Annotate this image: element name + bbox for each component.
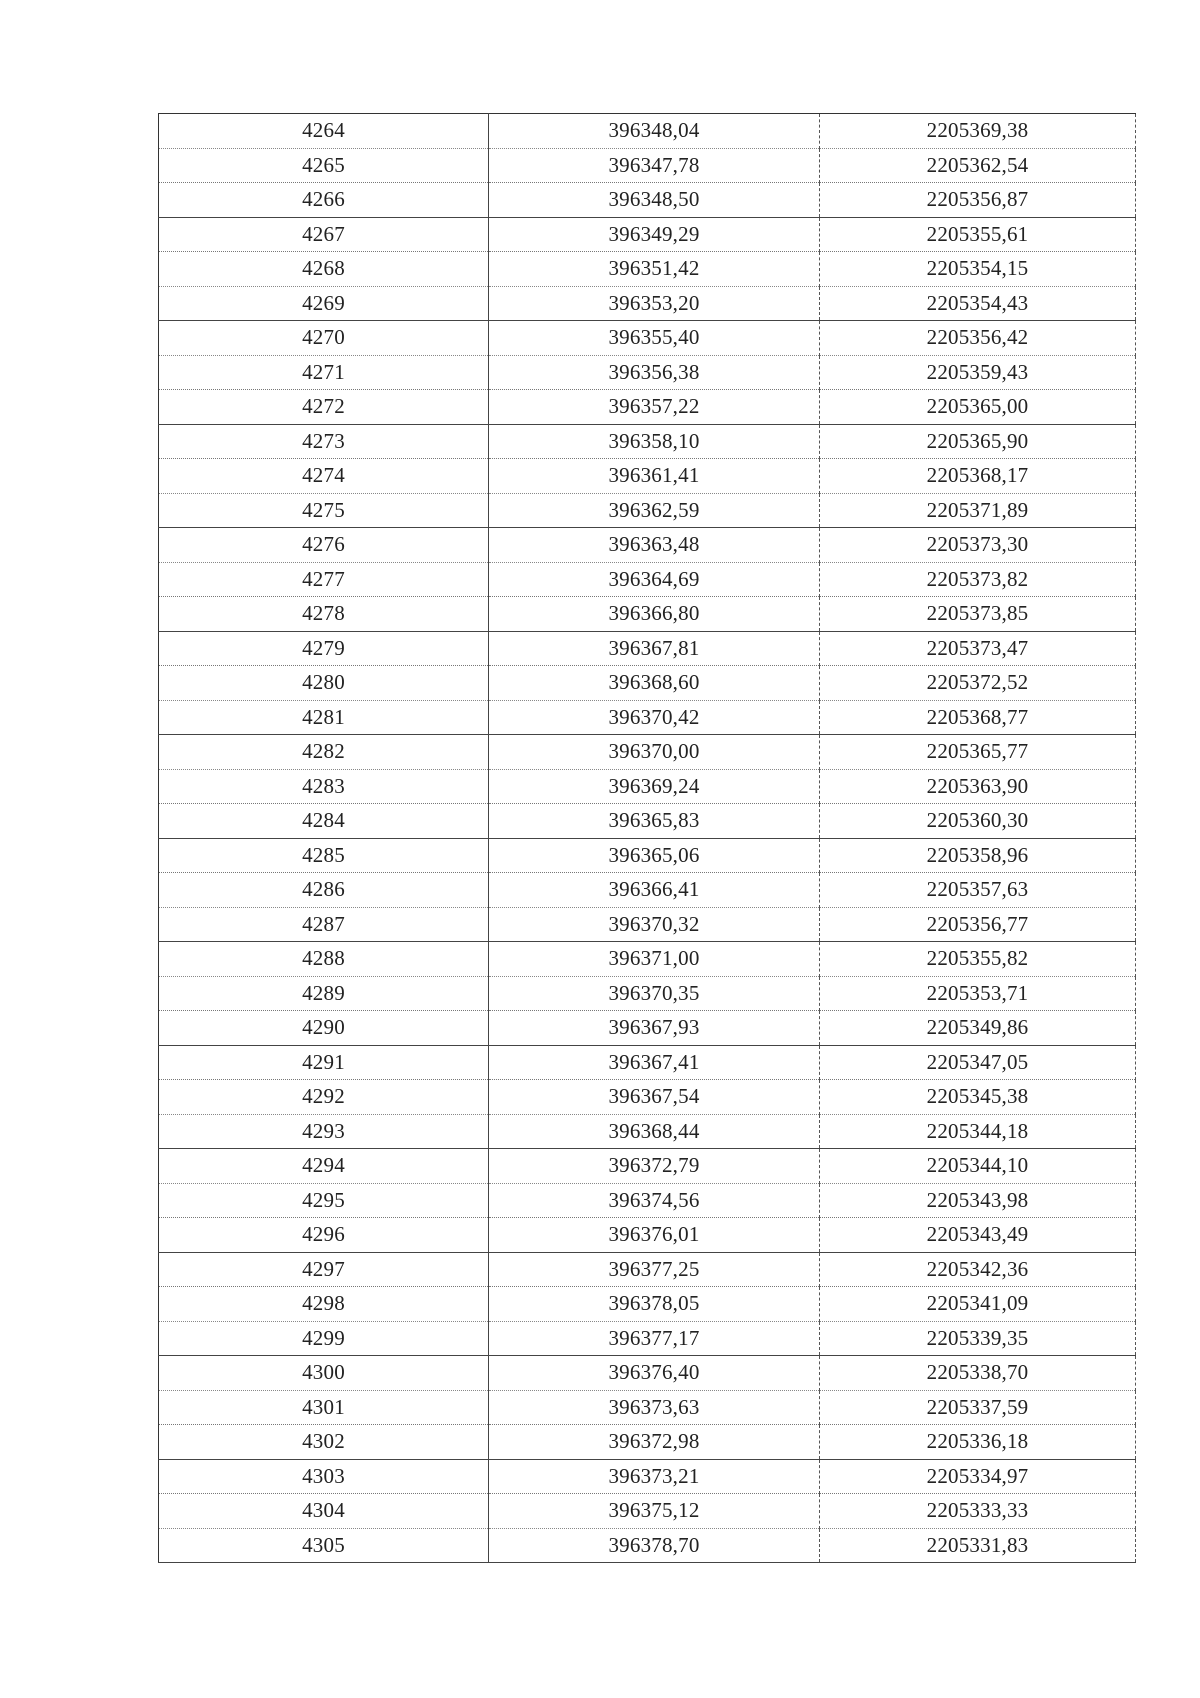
y-coordinate-cell: 2205349,86	[820, 1011, 1136, 1046]
table-row	[159, 1356, 1136, 1391]
x-coordinate-cell: 396366,41	[489, 873, 820, 908]
x-coordinate-cell: 396375,12	[489, 1494, 820, 1529]
point-number-cell: 4268	[159, 252, 489, 287]
point-number-cell: 4278	[159, 597, 489, 632]
y-coordinate-cell: 2205357,63	[820, 873, 1136, 908]
point-number-cell: 4287	[159, 907, 489, 942]
point-number-cell: 4303	[159, 1459, 489, 1494]
y-coordinate-cell: 2205369,38	[820, 114, 1136, 149]
point-number-cell: 4267	[159, 217, 489, 252]
y-coordinate-cell: 2205355,61	[820, 217, 1136, 252]
table-row	[159, 286, 1136, 321]
y-coordinate-cell: 2205341,09	[820, 1287, 1136, 1322]
x-coordinate-cell: 396348,04	[489, 114, 820, 149]
point-number-cell: 4288	[159, 942, 489, 977]
table-row	[159, 597, 1136, 632]
table-row	[159, 942, 1136, 977]
x-coordinate-cell: 396364,69	[489, 562, 820, 597]
table-row	[159, 1149, 1136, 1184]
point-number-cell: 4277	[159, 562, 489, 597]
point-number-cell: 4294	[159, 1149, 489, 1184]
point-number-cell: 4301	[159, 1390, 489, 1425]
y-coordinate-cell: 2205359,43	[820, 355, 1136, 390]
y-coordinate-cell: 2205365,00	[820, 390, 1136, 425]
x-coordinate-cell: 396368,44	[489, 1114, 820, 1149]
table-row	[159, 217, 1136, 252]
x-coordinate-cell: 396373,21	[489, 1459, 820, 1494]
y-coordinate-cell: 2205362,54	[820, 148, 1136, 183]
x-coordinate-cell: 396347,78	[489, 148, 820, 183]
point-number-cell: 4271	[159, 355, 489, 390]
y-coordinate-cell: 2205358,96	[820, 838, 1136, 873]
table-row	[159, 1080, 1136, 1115]
table-row	[159, 700, 1136, 735]
table-row	[159, 1252, 1136, 1287]
table-row	[159, 873, 1136, 908]
point-number-cell: 4290	[159, 1011, 489, 1046]
table-row	[159, 1011, 1136, 1046]
y-coordinate-cell: 2205373,82	[820, 562, 1136, 597]
y-coordinate-cell: 2205353,71	[820, 976, 1136, 1011]
table-row	[159, 1045, 1136, 1080]
x-coordinate-cell: 396371,00	[489, 942, 820, 977]
y-coordinate-cell: 2205355,82	[820, 942, 1136, 977]
point-number-cell: 4284	[159, 804, 489, 839]
x-coordinate-cell: 396370,32	[489, 907, 820, 942]
y-coordinate-cell: 2205343,98	[820, 1183, 1136, 1218]
table-row	[159, 321, 1136, 356]
x-coordinate-cell: 396378,05	[489, 1287, 820, 1322]
point-number-cell: 4293	[159, 1114, 489, 1149]
y-coordinate-cell: 2205371,89	[820, 493, 1136, 528]
x-coordinate-cell: 396357,22	[489, 390, 820, 425]
y-coordinate-cell: 2205333,33	[820, 1494, 1136, 1529]
point-number-cell: 4304	[159, 1494, 489, 1529]
x-coordinate-cell: 396377,25	[489, 1252, 820, 1287]
x-coordinate-cell: 396372,79	[489, 1149, 820, 1184]
table-row	[159, 1425, 1136, 1460]
y-coordinate-cell: 2205356,87	[820, 183, 1136, 218]
y-coordinate-cell: 2205373,85	[820, 597, 1136, 632]
point-number-cell: 4296	[159, 1218, 489, 1253]
table-row	[159, 424, 1136, 459]
x-coordinate-cell: 396349,29	[489, 217, 820, 252]
point-number-cell: 4264	[159, 114, 489, 149]
point-number-cell: 4300	[159, 1356, 489, 1391]
y-coordinate-cell: 2205373,30	[820, 528, 1136, 563]
point-number-cell: 4297	[159, 1252, 489, 1287]
x-coordinate-cell: 396376,01	[489, 1218, 820, 1253]
x-coordinate-cell: 396367,81	[489, 631, 820, 666]
table-row	[159, 252, 1136, 287]
point-number-cell: 4265	[159, 148, 489, 183]
point-number-cell: 4276	[159, 528, 489, 563]
table-row	[159, 148, 1136, 183]
table-row	[159, 562, 1136, 597]
x-coordinate-cell: 396361,41	[489, 459, 820, 494]
x-coordinate-cell: 396365,06	[489, 838, 820, 873]
x-coordinate-cell: 396376,40	[489, 1356, 820, 1391]
point-number-cell: 4269	[159, 286, 489, 321]
y-coordinate-cell: 2205365,77	[820, 735, 1136, 770]
x-coordinate-cell: 396355,40	[489, 321, 820, 356]
y-coordinate-cell: 2205334,97	[820, 1459, 1136, 1494]
y-coordinate-cell: 2205360,30	[820, 804, 1136, 839]
point-number-cell: 4285	[159, 838, 489, 873]
point-number-cell: 4275	[159, 493, 489, 528]
table-row	[159, 1494, 1136, 1529]
point-number-cell: 4274	[159, 459, 489, 494]
x-coordinate-cell: 396356,38	[489, 355, 820, 390]
x-coordinate-cell: 396378,70	[489, 1528, 820, 1563]
table-row	[159, 907, 1136, 942]
x-coordinate-cell: 396367,41	[489, 1045, 820, 1080]
x-coordinate-cell: 396368,60	[489, 666, 820, 701]
table-row	[159, 493, 1136, 528]
y-coordinate-cell: 2205354,43	[820, 286, 1136, 321]
table-row	[159, 1321, 1136, 1356]
y-coordinate-cell: 2205372,52	[820, 666, 1136, 701]
point-number-cell: 4291	[159, 1045, 489, 1080]
x-coordinate-cell: 396374,56	[489, 1183, 820, 1218]
table-row	[159, 528, 1136, 563]
table-row	[159, 838, 1136, 873]
table-row	[159, 459, 1136, 494]
x-coordinate-cell: 396367,54	[489, 1080, 820, 1115]
table-row	[159, 390, 1136, 425]
table-row	[159, 1114, 1136, 1149]
y-coordinate-cell: 2205342,36	[820, 1252, 1136, 1287]
y-coordinate-cell: 2205354,15	[820, 252, 1136, 287]
y-coordinate-cell: 2205347,05	[820, 1045, 1136, 1080]
point-number-cell: 4272	[159, 390, 489, 425]
y-coordinate-cell: 2205356,77	[820, 907, 1136, 942]
table-row	[159, 1390, 1136, 1425]
coordinates-table	[158, 113, 1136, 1563]
point-number-cell: 4280	[159, 666, 489, 701]
point-number-cell: 4279	[159, 631, 489, 666]
y-coordinate-cell: 2205331,83	[820, 1528, 1136, 1563]
y-coordinate-cell: 2205345,38	[820, 1080, 1136, 1115]
table-row	[159, 1459, 1136, 1494]
point-number-cell: 4299	[159, 1321, 489, 1356]
x-coordinate-cell: 396373,63	[489, 1390, 820, 1425]
point-number-cell: 4266	[159, 183, 489, 218]
point-number-cell: 4286	[159, 873, 489, 908]
point-number-cell: 4292	[159, 1080, 489, 1115]
x-coordinate-cell: 396370,42	[489, 700, 820, 735]
table-row	[159, 735, 1136, 770]
y-coordinate-cell: 2205336,18	[820, 1425, 1136, 1460]
x-coordinate-cell: 396348,50	[489, 183, 820, 218]
y-coordinate-cell: 2205338,70	[820, 1356, 1136, 1391]
table-row	[159, 1183, 1136, 1218]
point-number-cell: 4305	[159, 1528, 489, 1563]
x-coordinate-cell: 396351,42	[489, 252, 820, 287]
table-row	[159, 1287, 1136, 1322]
point-number-cell: 4281	[159, 700, 489, 735]
x-coordinate-cell: 396366,80	[489, 597, 820, 632]
point-number-cell: 4302	[159, 1425, 489, 1460]
table-row	[159, 666, 1136, 701]
x-coordinate-cell: 396363,48	[489, 528, 820, 563]
table-row	[159, 631, 1136, 666]
x-coordinate-cell: 396369,24	[489, 769, 820, 804]
point-number-cell: 4298	[159, 1287, 489, 1322]
y-coordinate-cell: 2205368,77	[820, 700, 1136, 735]
point-number-cell: 4289	[159, 976, 489, 1011]
point-number-cell: 4273	[159, 424, 489, 459]
y-coordinate-cell: 2205337,59	[820, 1390, 1136, 1425]
point-number-cell: 4295	[159, 1183, 489, 1218]
y-coordinate-cell: 2205373,47	[820, 631, 1136, 666]
x-coordinate-cell: 396358,10	[489, 424, 820, 459]
x-coordinate-cell: 396377,17	[489, 1321, 820, 1356]
x-coordinate-cell: 396370,00	[489, 735, 820, 770]
table-row	[159, 1218, 1136, 1253]
point-number-cell: 4270	[159, 321, 489, 356]
x-coordinate-cell: 396372,98	[489, 1425, 820, 1460]
table-row	[159, 1528, 1136, 1563]
table-row	[159, 114, 1136, 149]
x-coordinate-cell: 396365,83	[489, 804, 820, 839]
x-coordinate-cell: 396353,20	[489, 286, 820, 321]
point-number-cell: 4283	[159, 769, 489, 804]
y-coordinate-cell: 2205343,49	[820, 1218, 1136, 1253]
y-coordinate-cell: 2205344,18	[820, 1114, 1136, 1149]
table-row	[159, 976, 1136, 1011]
y-coordinate-cell: 2205339,35	[820, 1321, 1136, 1356]
table-row	[159, 183, 1136, 218]
y-coordinate-cell: 2205344,10	[820, 1149, 1136, 1184]
x-coordinate-cell: 396367,93	[489, 1011, 820, 1046]
x-coordinate-cell: 396370,35	[489, 976, 820, 1011]
y-coordinate-cell: 2205365,90	[820, 424, 1136, 459]
table-row	[159, 355, 1136, 390]
table-row	[159, 769, 1136, 804]
x-coordinate-cell: 396362,59	[489, 493, 820, 528]
table-row	[159, 804, 1136, 839]
coordinates-table-body	[159, 114, 1136, 1563]
y-coordinate-cell: 2205368,17	[820, 459, 1136, 494]
y-coordinate-cell: 2205356,42	[820, 321, 1136, 356]
point-number-cell: 4282	[159, 735, 489, 770]
y-coordinate-cell: 2205363,90	[820, 769, 1136, 804]
